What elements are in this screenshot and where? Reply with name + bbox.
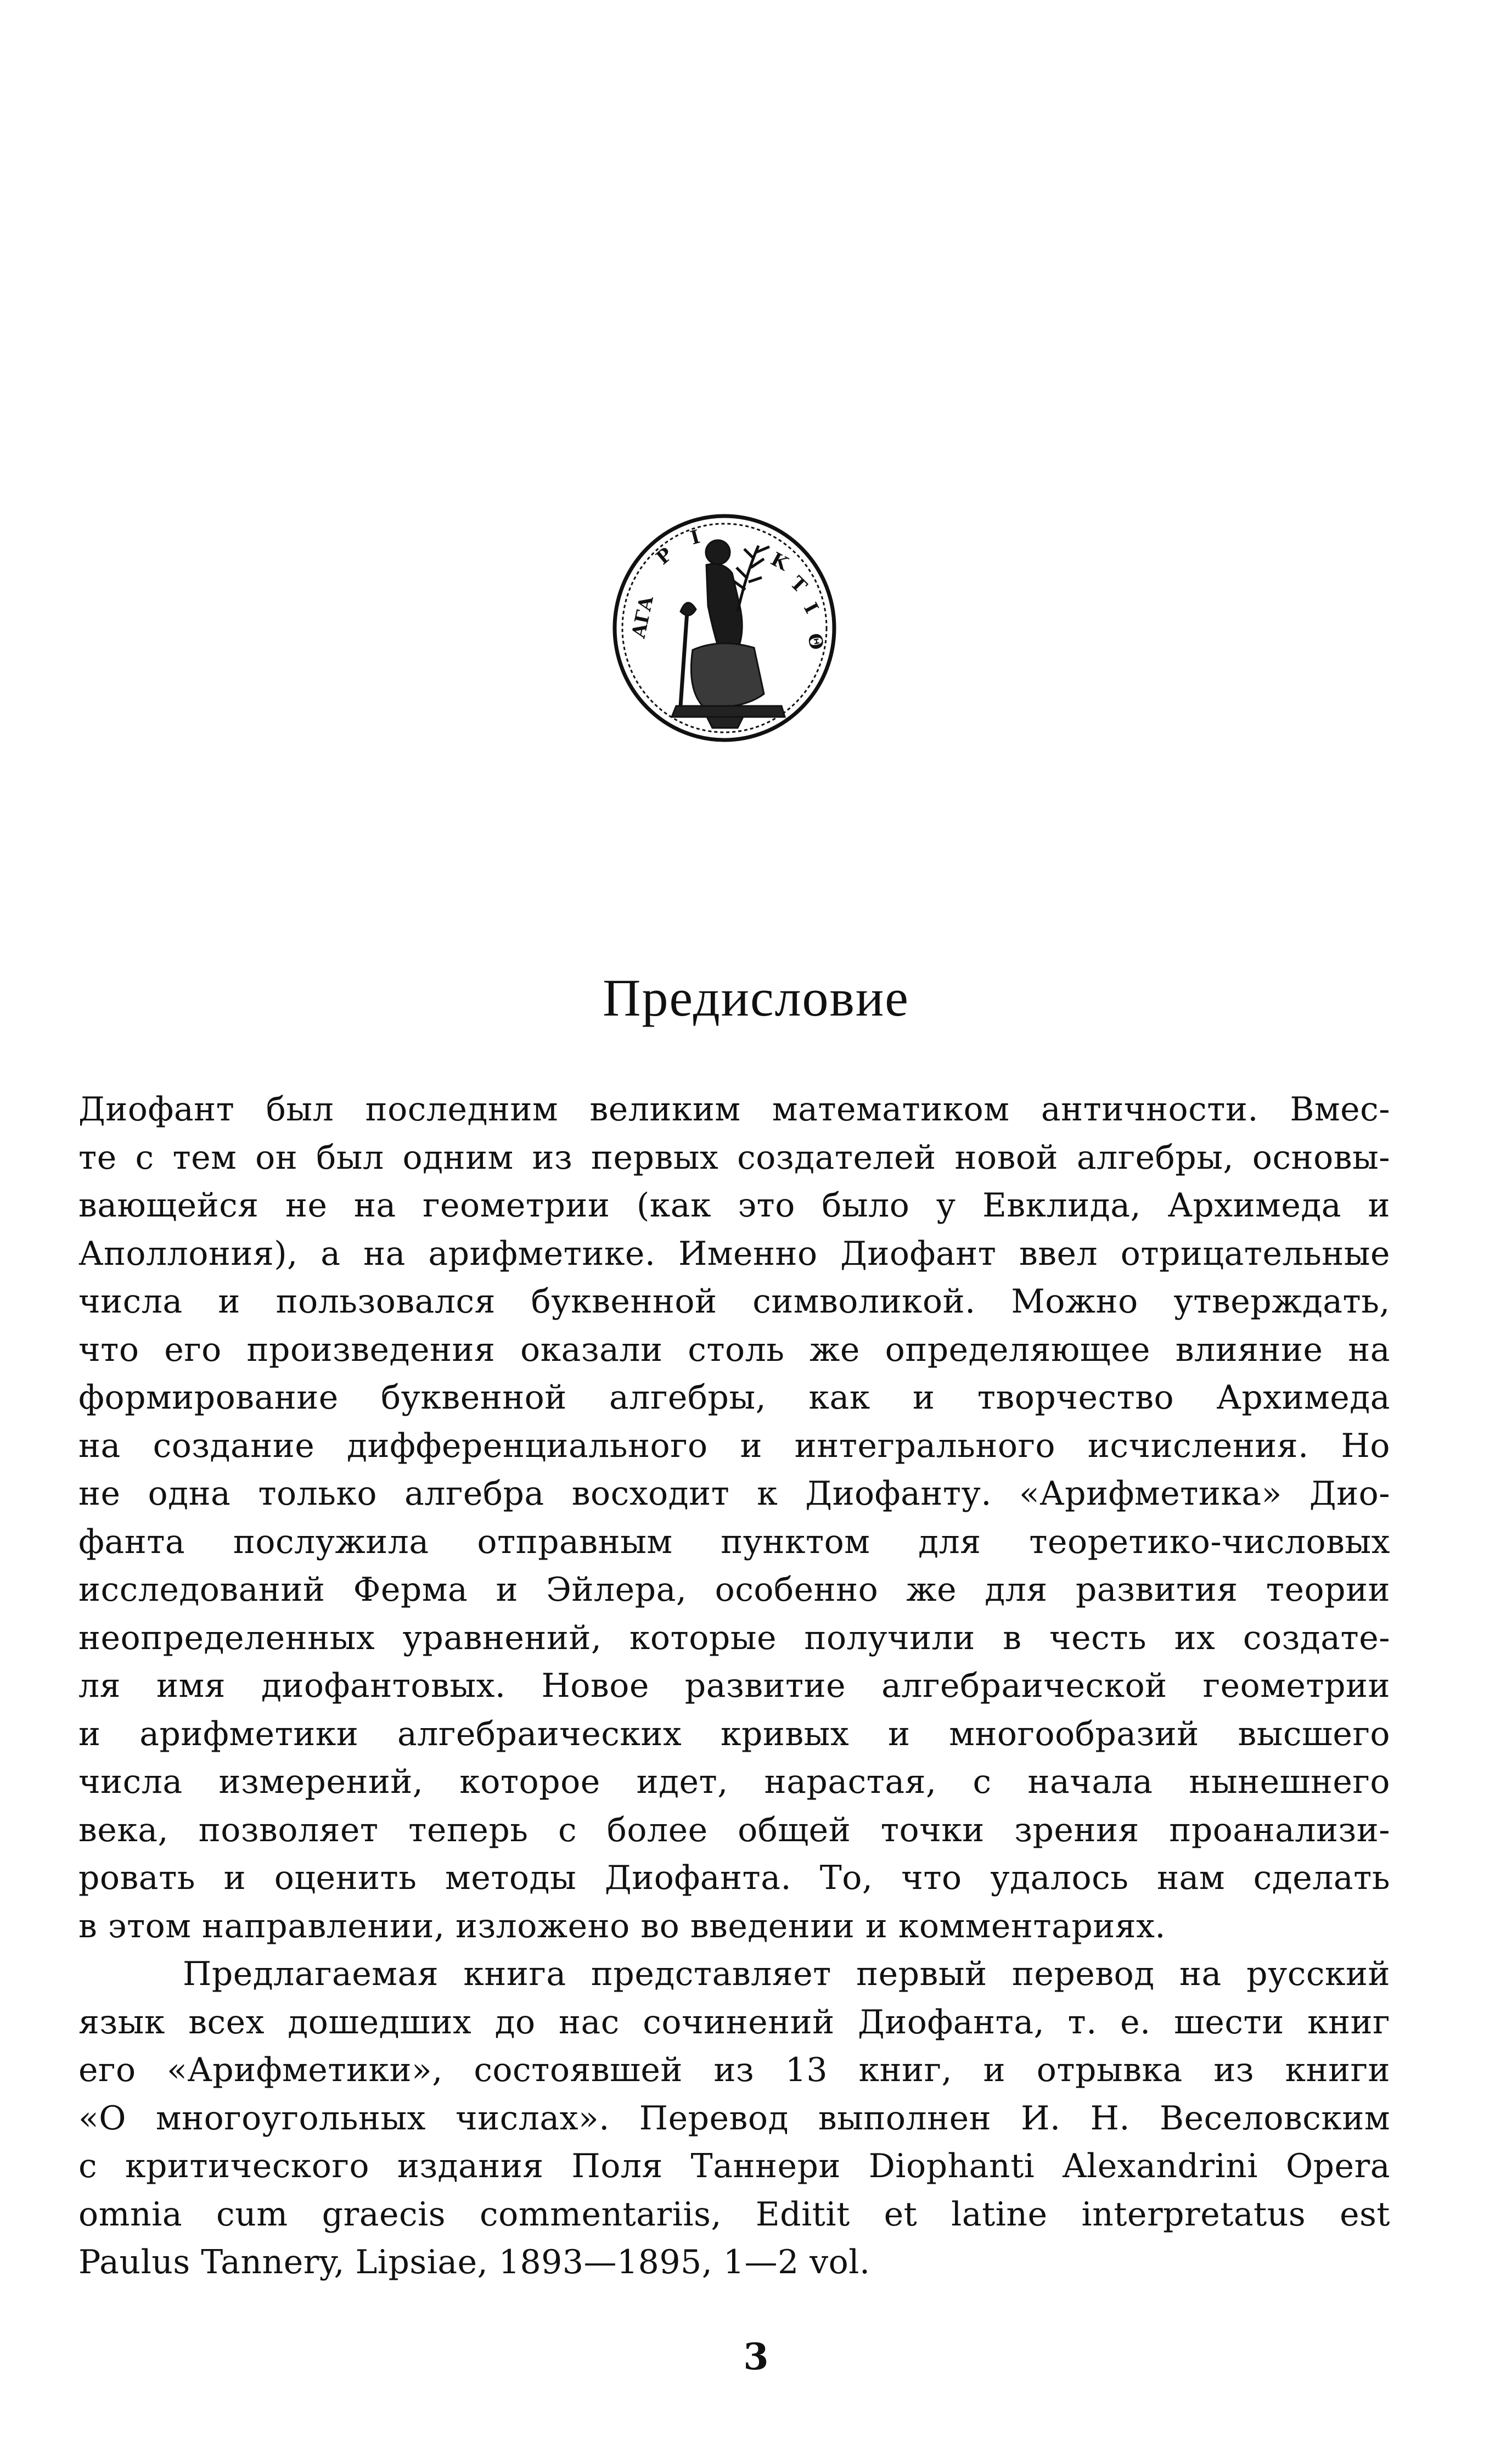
- text-line: с критического издания Поля Таннери Diophanti Alexandrini Opera: [78, 2147, 1390, 2185]
- text-line: язык всех дошедших до нас сочинений Диофанта, т. е. шести книг: [78, 2003, 1390, 2042]
- svg-text:ΑΓΑ: ΑΓΑ: [627, 594, 658, 640]
- text-line: «О многоугольных числах». Перевод выполнен И. Н. Веселовским: [78, 2099, 1390, 2138]
- text-line: фанта послужила отправным пунктом для теоретико-числовых: [78, 1522, 1390, 1561]
- text-line: на создание дифференциального и интегрального исчисления. Но: [78, 1426, 1390, 1465]
- text-line: omnia cum graecis commentariis, Editit et latine interpretatus est: [78, 2195, 1390, 2234]
- text-line: ля имя диофантовых. Новое развитие алгебраической геометрии: [78, 1667, 1390, 1705]
- chapter-title: Предисловие: [603, 968, 909, 1027]
- text-line: Аполлония), а на арифметике. Именно Диофант ввел отрицательные: [78, 1234, 1390, 1273]
- text-line: века, позволяет теперь с более общей точки зрения проанализи-: [78, 1810, 1390, 1849]
- text-line: числа и пользовался буквенной символикой. Можно утверждать,: [78, 1282, 1390, 1321]
- text-line: неопределенных уравнений, которые получили в честь их создате-: [78, 1618, 1390, 1657]
- svg-text:Θ: Θ: [803, 631, 828, 652]
- text-line: исследований Ферма и Эйлера, особенно же для развития теории: [78, 1571, 1390, 1609]
- text-line: Диофант был последним великим математиком античности. Вмес-: [78, 1090, 1390, 1129]
- text-line: его «Арифметики», состоявшей из 13 книг, и отрывка из книги: [78, 2051, 1390, 2089]
- ancient-coin-icon: [610, 513, 839, 743]
- svg-text:Ρ: Ρ: [652, 543, 677, 569]
- text-line: в этом направлении, изложено во введении и комментариях.: [78, 1907, 1166, 1945]
- text-line: те с тем он был одним из первых создателей новой алгебры, основы-: [78, 1138, 1390, 1177]
- text-line: числа измерений, которое идет, нарастая, с начала нынешнего: [78, 1763, 1390, 1801]
- svg-text:Ι: Ι: [688, 525, 702, 550]
- text-line: что его произведения оказали столь же определяющее влияние на: [78, 1330, 1390, 1369]
- text-line: и арифметики алгебраических кривых и многообразий высшего: [78, 1714, 1390, 1753]
- text-line: не одна только алгебра восходит к Диофанту. «Арифметика» Дио-: [78, 1474, 1390, 1513]
- text-line: Предлагаемая книга представляет первый перевод на русский: [183, 1955, 1390, 1993]
- text-line: формирование буквенной алгебры, как и творчество Архимеда: [78, 1378, 1390, 1417]
- text-line: Paulus Tannery, Lipsiae, 1893—1895, 1—2 vol.: [78, 2243, 870, 2281]
- page-number: 3: [743, 2335, 769, 2378]
- body-text: [78, 1086, 1390, 2287]
- svg-text:Ι: Ι: [799, 599, 823, 618]
- text-line: вающейся не на геометрии (как это было у Евклида, Архимеда и: [78, 1186, 1390, 1225]
- svg-text:Τ: Τ: [785, 572, 811, 598]
- svg-text:Κ: Κ: [767, 548, 792, 575]
- text-line: ровать и оценить методы Диофанта. То, что удалось нам сделать: [78, 1859, 1390, 1897]
